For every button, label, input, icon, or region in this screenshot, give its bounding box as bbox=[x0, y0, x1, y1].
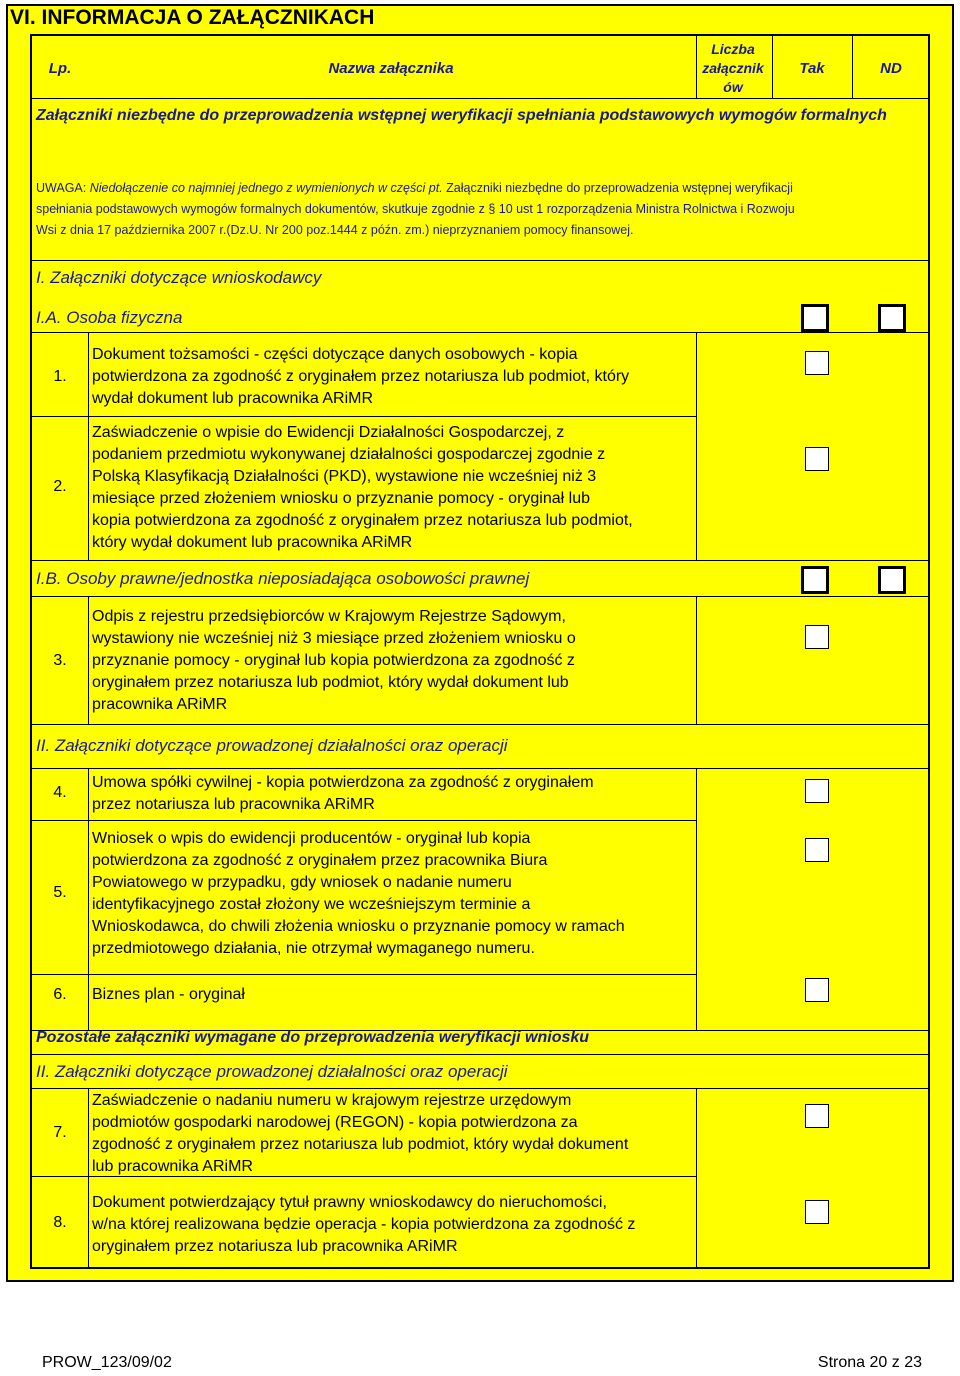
item-8-checkbox[interactable] bbox=[805, 1200, 829, 1224]
section-ib-title: I.B. Osoby prawne/jednostka nieposiadająca osobowości prawnej bbox=[36, 569, 530, 588]
item-description: Dokument potwierdzający tytuł prawny wnioskodawcy do nieruchomości, w/na której realizowana będzie operacja - kopia potwierdzona za zgodność z oryginałem przez notariusza lub pracownika ARiMR bbox=[92, 1194, 636, 1255]
item-number: 2. bbox=[53, 478, 67, 495]
required-attachments-title: Załączniki niezbędne do przeprowadzenia wstępnej weryfikacji spełniania podstawowych wymogów formalnych bbox=[36, 107, 887, 124]
item-number: 8. bbox=[53, 1214, 67, 1231]
item-5-checkbox[interactable] bbox=[805, 838, 829, 862]
item-description: Wniosek o wpis do ewidencji producentów - oryginał lub kopia potwierdzona za zgodność z oryginałem przez pracownika Biura Powiatowego w przypadku, gdy wniosek o nadanie numeru identyfikacyjnego został złożony we wcześniejszym terminie a Wnioskodawca, do chwili złożenia wniosku o przyznanie pomocy w ramach przedmiotowego działania, nie otrzymał wymaganego numeru. bbox=[92, 830, 625, 957]
item-description: Odpis z rejestru przedsiębiorców w Krajowym Rejestrze Sądowym, wystawiony nie wcześniej niż 3 miesiące przed złożeniem wniosku o przyznanie pomocy - oryginał lub kopia potwierdzona za zgodność z oryginałem przez notariusza lub podmiot, który wydał dokument lub pracownika ARiMR bbox=[92, 608, 576, 713]
header-nd: ND bbox=[880, 60, 902, 77]
item-description: Zaświadczenie o nadaniu numeru w krajowym rejestrze urzędowym podmiotów gospodarki narodowej (REGON) - kopia potwierdzona za zgodność z oryginałem przez notariusza lub podmiot, który wydał dokument lub pracownika ARiMR bbox=[92, 1092, 629, 1175]
item-7-checkbox[interactable] bbox=[805, 1104, 829, 1128]
tak-checkbox-ia[interactable] bbox=[801, 304, 829, 332]
item-number: 3. bbox=[53, 652, 67, 669]
header-count: Liczba załącznik ów bbox=[702, 41, 764, 95]
item-2-checkbox[interactable] bbox=[805, 447, 829, 471]
section-ii-b-title: II. Załączniki dotyczące prowadzonej działalności oraz operacji bbox=[36, 1062, 508, 1081]
item-3-checkbox[interactable] bbox=[805, 625, 829, 649]
section-title: VI. INFORMACJA O ZAŁĄCZNIKACH bbox=[10, 6, 375, 29]
nd-checkbox-ib[interactable] bbox=[878, 566, 906, 594]
item-description: Zaświadczenie o wpisie do Ewidencji Działalności Gospodarczej, z podaniem przedmiotu wykonywanej działalności gospodarczej zgodnie z Polską Klasyfikacją Działalności (PKD), wystawione nie wcześniej niż 3 miesiące przed złożeniem wniosku o przyznanie pomocy - oryginał lub kopia potwierdzona za zgodność z oryginałem przez notariusza lub podmiot, który wydał dokument lub pracownika ARiMR bbox=[92, 424, 633, 551]
item-1-checkbox[interactable] bbox=[805, 351, 829, 375]
section-i-title: I. Załączniki dotyczące wnioskodawcy bbox=[36, 268, 322, 287]
nd-checkbox-ia[interactable] bbox=[878, 304, 906, 332]
footer-page-number: Strona 20 z 23 bbox=[817, 1354, 922, 1371]
item-number: 1. bbox=[53, 368, 67, 385]
item-description: Biznes plan - oryginał bbox=[92, 986, 245, 1003]
item-number: 6. bbox=[53, 986, 67, 1003]
other-attachments-title: Pozostałe załączniki wymagane do przeprowadzenia weryfikacji wniosku bbox=[36, 1029, 590, 1046]
item-number: 7. bbox=[53, 1124, 67, 1141]
warning-label: UWAGA: bbox=[36, 181, 87, 195]
item-number: 4. bbox=[53, 784, 67, 801]
header-tak: Tak bbox=[799, 60, 825, 77]
section-ia-title: I.A. Osoba fizyczna bbox=[36, 308, 183, 327]
section-ii-title: II. Załączniki dotyczące prowadzonej działalności oraz operacji bbox=[36, 736, 508, 755]
item-number: 5. bbox=[53, 884, 67, 901]
item-description: Dokument tożsamości - części dotyczące danych osobowych - kopia potwierdzona za zgodność z oryginałem przez notariusza lub podmiot, który wydał dokument lub pracownika ARiMR bbox=[92, 346, 630, 407]
item-6-checkbox[interactable] bbox=[805, 978, 829, 1002]
header-name: Nazwa załącznika bbox=[328, 60, 454, 77]
warning-note: UWAGA: Niedołączenie co najmniej jednego z wymienionych w części pt. Załączniki niezbędne do przeprowadzenia wstępnej weryfikacji spełniania podstawowych wymogów formalnych dokumentów, skutkuje zgodnie z § 10 ust 1 rozporządzenia Ministra Rolnictwa i Rozwoju Wsi z dnia 17 października 2007 r.(Dz.U. Nr 200 poz.1444 z późn. zm.) nieprzyznaniem pomocy finansowej. bbox=[36, 181, 795, 237]
header-lp: Lp. bbox=[48, 60, 72, 77]
item-4-checkbox[interactable] bbox=[805, 779, 829, 803]
tak-checkbox-ib[interactable] bbox=[801, 566, 829, 594]
footer-document-code: PROW_123/09/02 bbox=[42, 1354, 172, 1371]
item-description: Umowa spółki cywilnej - kopia potwierdzona za zgodność z oryginałem przez notariusza lub pracownika ARiMR bbox=[92, 774, 594, 813]
